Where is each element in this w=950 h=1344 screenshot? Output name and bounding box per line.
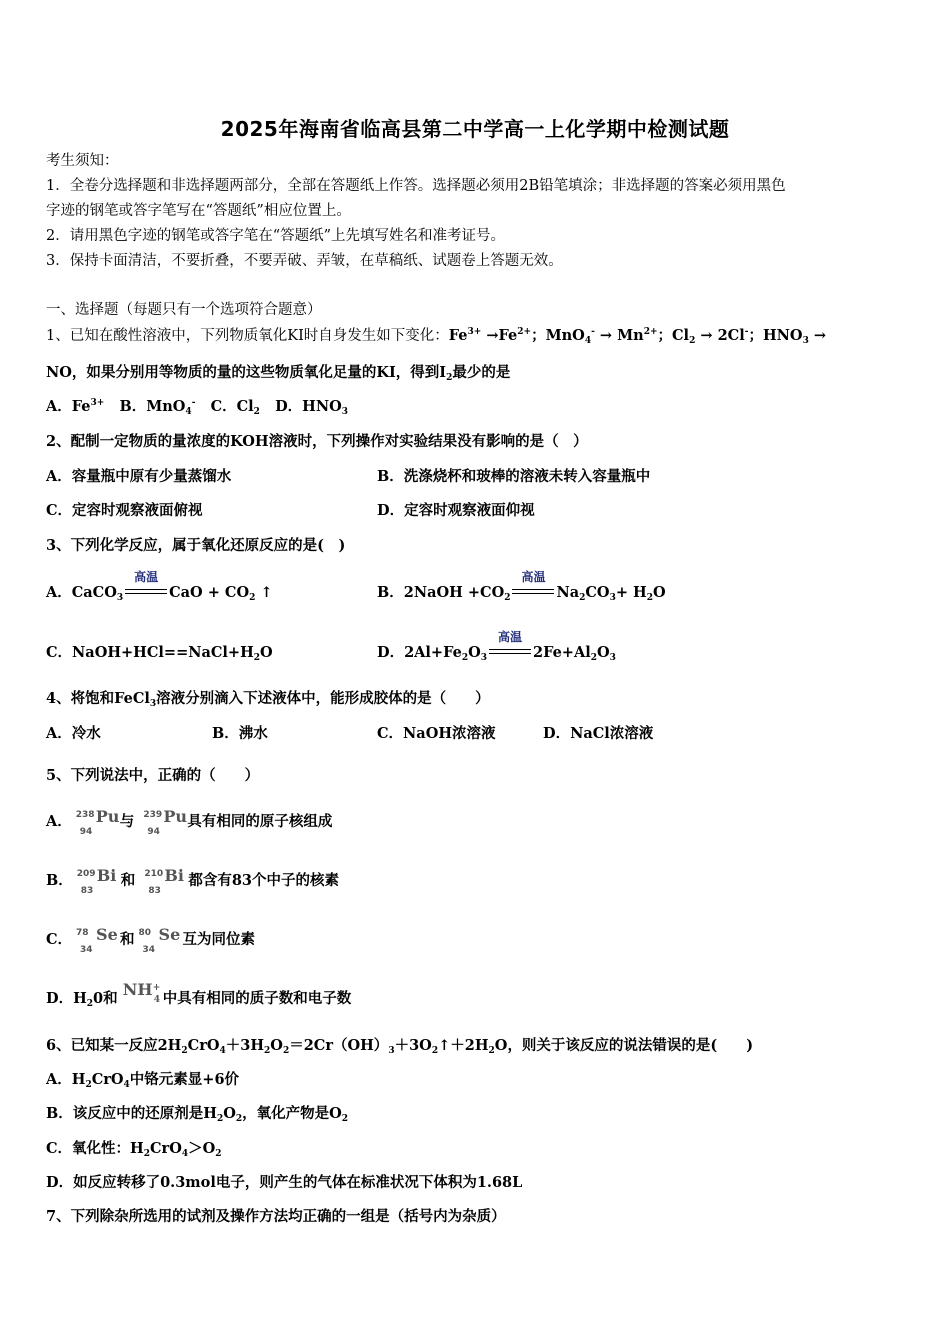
question-5-option-a: A． 238 94 Pu 与 239 94 Pu 具有相同的原子核组成 — [46, 807, 333, 837]
ammonium-formula: NH + 4 — [122, 980, 161, 1005]
question-6-option-c: C．氧化性：$H_2CrO_4>O_2$ — [46, 1140, 222, 1159]
question-2-option-a: A．容量瓶中原有少量蒸馏水 — [46, 468, 232, 485]
question-4-option-d: D．NaCl浓溶液 — [543, 725, 654, 742]
question-4-option-b: B．沸水 — [212, 725, 268, 742]
question-1-options: A．$Fe^{3+}$ B．MnO$_4$- C．$Cl_2$ D．$HNO_3$ — [46, 398, 349, 417]
nuclide-bi-210: 210 83 Bi — [144, 866, 184, 896]
question-6-option-a: A．$H_2CrO_4$中铬元素显+6价 — [46, 1071, 240, 1090]
nuclide-se-80: 80 34 Se — [138, 925, 181, 955]
question-5-option-c: C． 78 34 Se 和 80 34 Se 互为同位素 — [46, 925, 256, 955]
question-6-stem: 6、已知某一反应$2H_2CrO_4+3H_2O_2=2Cr(OH)_3+3O_2↑+2H_2O$，则关于该反应的说法错误的是( ) — [46, 1037, 754, 1056]
nuclide-bi-209: 209 83 Bi — [76, 866, 117, 896]
question-5-stem: 5、下列说法中，正确的（ ） — [46, 767, 260, 784]
question-5-option-d: D．$H_20$和 NH + 4 中具有相同的质子数和电子数 — [46, 984, 351, 1014]
notice-item-1-cont: 字迹的钢笔或答字笔写在“答题纸”相应位置上。 — [46, 203, 351, 219]
question-2-option-d: D．定容时观察液面仰视 — [377, 502, 535, 519]
page-title: 2025年海南省临高县第二中学高一上化学期中检测试题 — [220, 117, 730, 141]
question-4-stem: 4、将饱和FeCl$_3$溶液分别滴入下述液体中，能形成胶体的是（ ） — [46, 690, 490, 709]
question-1-line-1: 1、已知在酸性溶液中，下列物质氧化KI时自身发生如下变化：$Fe^{3+} \to Fe^{2+}$；$MnO_4^- \to Mn^{2+}$；$Cl_2 \to 2Cl^-$；$HNO_3$ → — [46, 327, 827, 346]
question-3-stem: 3、下列化学反应，属于氧化还原反应的是( ) — [46, 537, 346, 554]
question-5-option-b: B． 209 83 Bi 和 210 83 Bi 都含有83个中子的核素 — [46, 866, 340, 896]
notice-item-3: 3．保持卡面清洁，不要折叠，不要弄破、弄皱，在草稿纸、试题卷上答题无效。 — [46, 253, 563, 269]
nuclide-pu-238: 238 94 Pu — [75, 807, 120, 837]
question-3-option-c: C．$NaOH+HCl==NaCl+H_2O$ — [46, 644, 273, 663]
nuclide-se-78: 78 34 Se — [76, 925, 118, 955]
notice-heading: 考生须知： — [46, 153, 119, 169]
question-6-option-d: D．如反应转移了0.3mol电子，则产生的气体在标准状况下体积为1.68L — [46, 1174, 523, 1191]
question-4-option-a: A．冷水 — [46, 725, 101, 742]
question-7-stem: 7、下列除杂所选用的试剂及操作方法均正确的一组是（括号内为杂质） — [46, 1208, 506, 1225]
question-1-line-2: NO，如果分别用等物质的量的这些物质氧化足量的KI，得到$I_2$最少的是 — [46, 364, 511, 383]
question-2-option-b: B．洗涤烧杯和玻棒的溶液未转入容量瓶中 — [377, 468, 651, 485]
question-2-option-c: C．定容时观察液面俯视 — [46, 502, 203, 519]
question-3-option-a: A．CaCO$_3$ 高温 CaO + $CO_2$ ↑ — [46, 570, 273, 603]
question-2-stem: 2、配制一定物质的量浓度的KOH溶液时，下列操作对实验结果没有影响的是（ ） — [46, 433, 588, 450]
nuclide-pu-239: 239 94 Pu — [143, 807, 187, 837]
question-3-option-b: B．2NaOH $+CO_2$ 高温 $Na_2CO_3+ H_2O$ — [377, 570, 666, 603]
question-3-option-d: D．$2Al+Fe_2O_3$ 高温 $2Fe+Al_2O_3$ — [377, 630, 616, 663]
notice-item-2: 2．请用黑色字迹的钢笔或答字笔在“答题纸”上先填写姓名和准考证号。 — [46, 228, 506, 244]
question-6-option-b: B．该反应中的还原剂是$H_2O_2$，氧化产物是$O_2$ — [46, 1105, 349, 1124]
question-4-option-c: C．NaOH浓溶液 — [377, 725, 496, 742]
section-heading: 一、选择题（每题只有一个选项符合题意） — [46, 302, 322, 318]
notice-item-1: 1．全卷分选择题和非选择题两部分，全部在答题纸上作答。选择题必须用2B铅笔填涂；非选择题的答案必须用黑色 — [46, 178, 786, 194]
